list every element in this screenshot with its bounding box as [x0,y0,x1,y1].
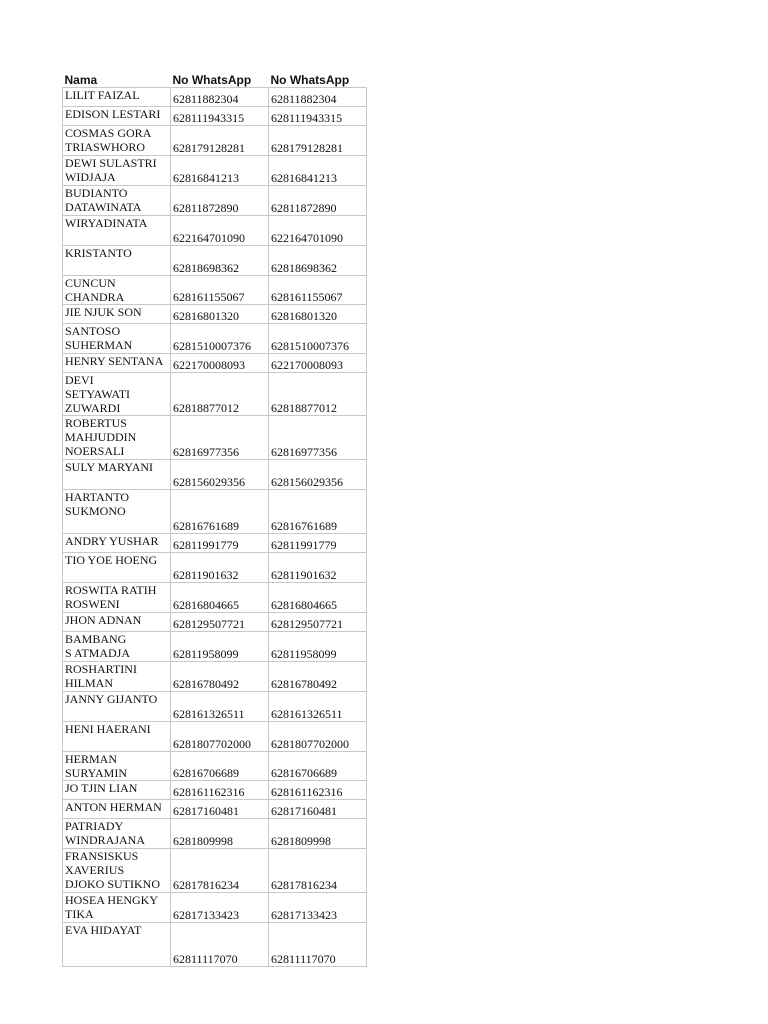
table-row [63,752,367,781]
name-cell: HENRY SENTANA [63,354,171,373]
table-row [63,583,367,613]
name-cell: ROBERTUS MAHJUDDIN NOERSALI [63,416,171,460]
whatsapp-cell-1: 62816977356 [171,416,269,460]
name-cell: PATRIADY WINDRAJANA [63,819,171,849]
whatsapp-cell-2: 62811117070 [269,923,367,967]
table-row [63,88,367,107]
name-cell: HENI HAERANI [63,722,171,752]
whatsapp-cell-2: 62818698362 [269,246,367,276]
name-cell: BUDIANTO DATAWINATA [63,186,171,216]
name-cell: SULY MARYANI [63,460,171,490]
whatsapp-cell-2: 628161162316 [269,781,367,800]
table-row [63,186,367,216]
name-cell: COSMAS GORA TRIASWHORO [63,126,171,156]
name-cell: LILIT FAIZAL [63,88,171,107]
header-whatsapp-1: No WhatsApp [172,73,252,87]
whatsapp-cell-2: 628111943315 [269,107,367,126]
name-cell: EVA HIDAYAT [63,923,171,967]
whatsapp-cell-1: 62818698362 [171,246,269,276]
whatsapp-cell-1: 6281807702000 [171,722,269,752]
table-row [63,305,367,324]
name-cell: JHON ADNAN [63,613,171,632]
table-row [63,107,367,126]
whatsapp-cell-1: 62811991779 [171,534,269,553]
whatsapp-cell-1: 62817160481 [171,800,269,819]
name-cell: HARTANTO SUKMONO [63,490,171,534]
table-row [63,613,367,632]
table-row [63,632,367,662]
whatsapp-cell-2: 628161155067 [269,276,367,305]
header-whatsapp-2: No WhatsApp [270,73,350,87]
table-header [63,70,367,88]
whatsapp-cell-2: 62816706689 [269,752,367,781]
table-row [63,722,367,752]
name-cell: HERMAN SURYAMIN [63,752,171,781]
whatsapp-cell-2: 62816804665 [269,583,367,613]
name-cell: ANDRY YUSHAR [63,534,171,553]
table-row [63,324,367,354]
whatsapp-cell-1: 62816841213 [171,156,269,186]
whatsapp-cell-1: 62811882304 [171,88,269,107]
whatsapp-cell-1: 62811958099 [171,632,269,662]
whatsapp-cell-2: 628179128281 [269,126,367,156]
whatsapp-cell-2: 6281510007376 [269,324,367,354]
whatsapp-cell-2: 62817133423 [269,893,367,923]
whatsapp-cell-1: 62816780492 [171,662,269,692]
whatsapp-cell-2: 62817816234 [269,849,367,893]
whatsapp-cell-2: 62816841213 [269,156,367,186]
whatsapp-cell-2: 62816780492 [269,662,367,692]
whatsapp-cell-1: 622164701090 [171,216,269,246]
whatsapp-cell-2: 622170008093 [269,354,367,373]
table-row [63,490,367,534]
whatsapp-cell-2: 6281809998 [269,819,367,849]
table-row [63,373,367,416]
table-row [63,156,367,186]
table-row [63,126,367,156]
name-cell: BAMBANG S ATMADJA [63,632,171,662]
name-cell: ROSWITA RATIH ROSWENI [63,583,171,613]
whatsapp-cell-2: 628129507721 [269,613,367,632]
name-cell: FRANSISKUS XAVERIUS DJOKO SUTIKNO [63,849,171,893]
name-cell: ROSHARTINI HILMAN [63,662,171,692]
table-row [63,246,367,276]
contacts-table [62,70,367,967]
name-cell: SANTOSO SUHERMAN [63,324,171,354]
name-cell: JANNY GIJANTO [63,692,171,722]
whatsapp-cell-1: 628111943315 [171,107,269,126]
table-body [63,88,367,967]
whatsapp-cell-1: 628161155067 [171,276,269,305]
whatsapp-cell-1: 628156029356 [171,460,269,490]
whatsapp-cell-1: 6281809998 [171,819,269,849]
table-row [63,460,367,490]
whatsapp-cell-2: 62811901632 [269,553,367,583]
table-row [63,781,367,800]
whatsapp-cell-1: 62817133423 [171,893,269,923]
table-row [63,534,367,553]
name-cell: HOSEA HENGKY TIKA [63,893,171,923]
whatsapp-cell-1: 62811901632 [171,553,269,583]
name-cell: TIO YOE HOENG [63,553,171,583]
table-row [63,800,367,819]
whatsapp-cell-1: 62816801320 [171,305,269,324]
table-row [63,692,367,722]
table-row [63,819,367,849]
table-row [63,893,367,923]
name-cell: DEWI SULASTRI WIDJAJA [63,156,171,186]
whatsapp-cell-2: 62816761689 [269,490,367,534]
whatsapp-cell-1: 62816804665 [171,583,269,613]
whatsapp-cell-2: 62816977356 [269,416,367,460]
table-row [63,354,367,373]
whatsapp-cell-2: 62811872890 [269,186,367,216]
name-cell: EDISON LESTARI [63,107,171,126]
whatsapp-cell-2: 62817160481 [269,800,367,819]
whatsapp-cell-1: 62818877012 [171,373,269,416]
whatsapp-cell-2: 62818877012 [269,373,367,416]
table-row [63,553,367,583]
name-cell: JIE NJUK SON [63,305,171,324]
whatsapp-cell-2: 62811991779 [269,534,367,553]
whatsapp-cell-1: 628179128281 [171,126,269,156]
whatsapp-cell-2: 62811958099 [269,632,367,662]
table-row [63,849,367,893]
header-row [63,70,367,88]
whatsapp-cell-2: 62816801320 [269,305,367,324]
table-row [63,276,367,305]
name-cell: CUNCUN CHANDRA [63,276,171,305]
name-cell: ANTON HERMAN [63,800,171,819]
header-name: Nama [64,73,98,87]
table-row [63,216,367,246]
whatsapp-cell-2: 6281807702000 [269,722,367,752]
whatsapp-cell-1: 62811117070 [171,923,269,967]
table-row [63,662,367,692]
whatsapp-cell-1: 628161162316 [171,781,269,800]
whatsapp-cell-1: 62816706689 [171,752,269,781]
table-row [63,416,367,460]
whatsapp-cell-1: 622170008093 [171,354,269,373]
whatsapp-cell-2: 622164701090 [269,216,367,246]
whatsapp-cell-1: 6281510007376 [171,324,269,354]
whatsapp-cell-1: 62816761689 [171,490,269,534]
name-cell: JO TJIN LIAN [63,781,171,800]
whatsapp-cell-2: 628161326511 [269,692,367,722]
name-cell: KRISTANTO [63,246,171,276]
whatsapp-cell-1: 628129507721 [171,613,269,632]
whatsapp-cell-2: 628156029356 [269,460,367,490]
whatsapp-cell-1: 628161326511 [171,692,269,722]
name-cell: WIRYADINATA [63,216,171,246]
whatsapp-cell-1: 62811872890 [171,186,269,216]
name-cell: DEVI SETYAWATI ZUWARDI [63,373,171,416]
whatsapp-cell-1: 62817816234 [171,849,269,893]
whatsapp-cell-2: 62811882304 [269,88,367,107]
table-row [63,923,367,967]
